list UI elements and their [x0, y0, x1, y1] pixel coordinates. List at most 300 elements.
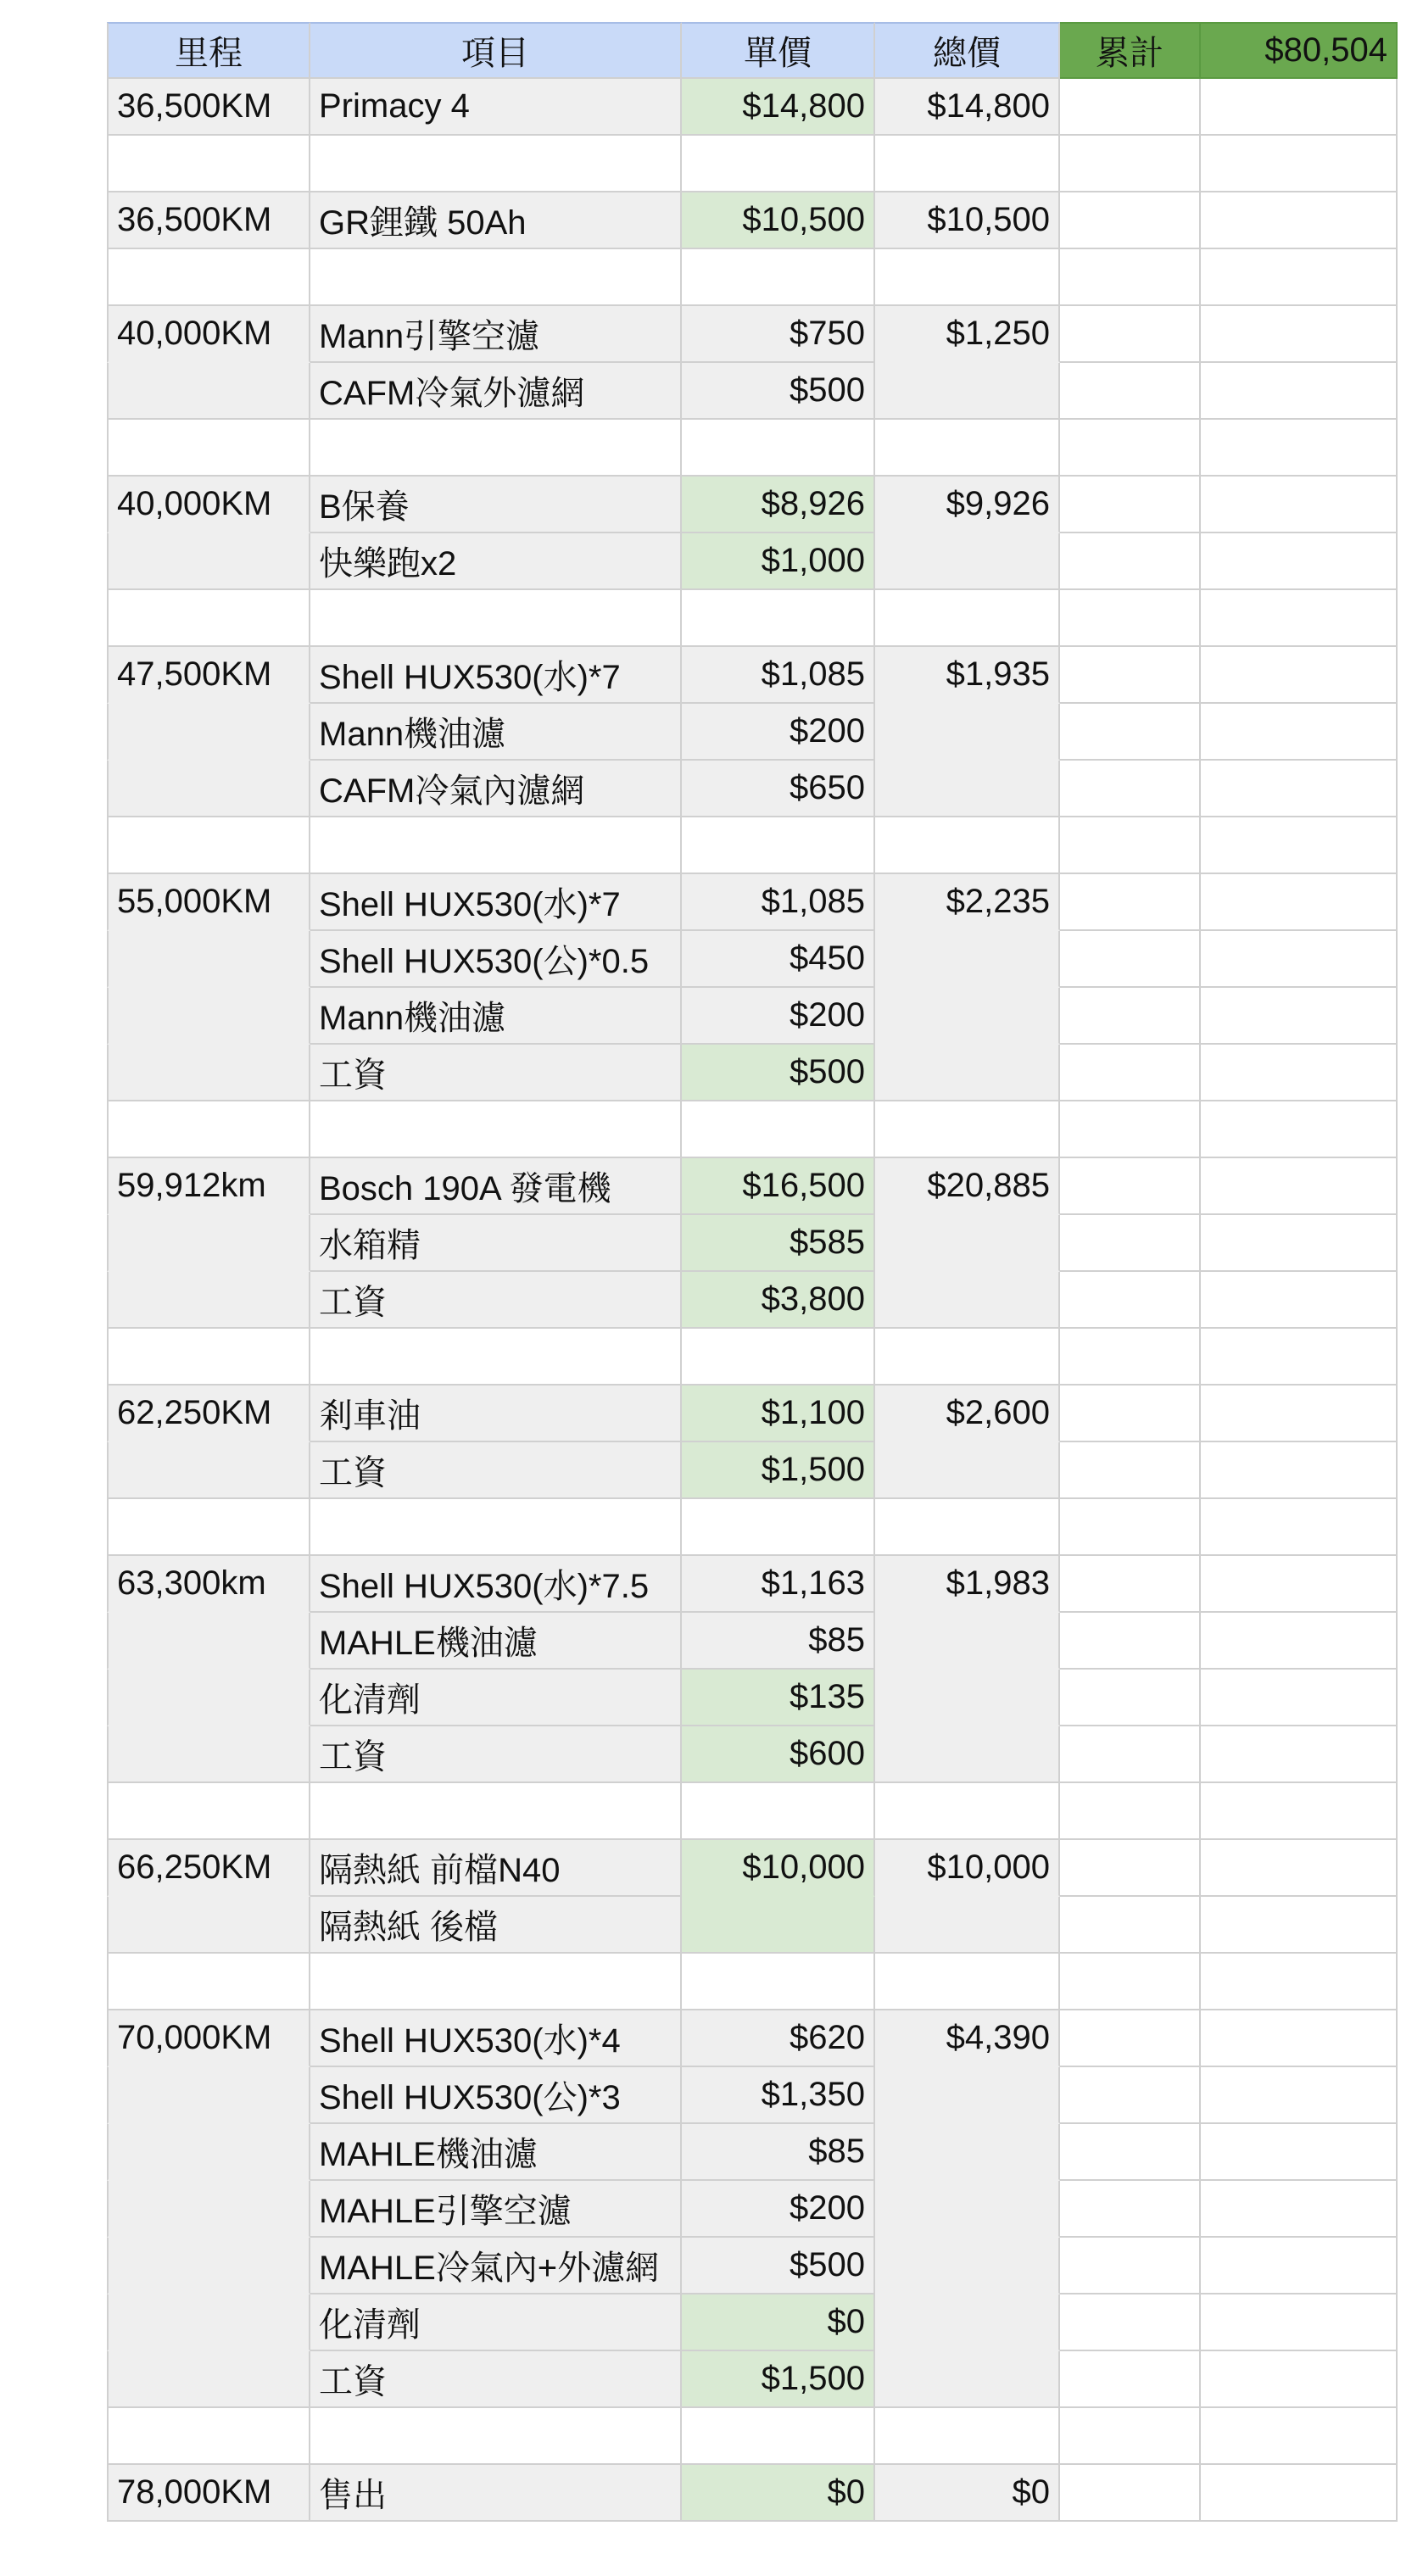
cell-item[interactable]: Shell HUX530(水)*7.5 — [310, 1556, 682, 1613]
cell-mileage[interactable] — [107, 704, 310, 761]
table-row — [107, 2351, 1398, 2408]
cell-mileage[interactable] — [107, 2067, 310, 2124]
blank-row — [107, 1329, 1398, 1386]
table-row — [107, 2124, 1398, 2181]
cell-empty[interactable] — [1060, 2124, 1201, 2181]
cell-item[interactable]: MAHLE引擎空濾 — [310, 2181, 682, 2238]
cell-empty[interactable] — [1201, 931, 1398, 988]
cell-unit-price[interactable]: $85 — [682, 2124, 875, 2181]
cell-empty[interactable] — [1201, 1840, 1398, 1897]
cell-unit-price[interactable]: $1,085 — [682, 874, 875, 931]
cell-total[interactable] — [875, 1499, 1060, 1556]
cell-mileage[interactable] — [107, 1726, 310, 1783]
cell-price[interactable] — [682, 136, 875, 192]
cell-mileage[interactable] — [107, 590, 310, 647]
cell-empty[interactable] — [1060, 1101, 1201, 1158]
table-row — [107, 1726, 1398, 1783]
cell-mileage[interactable] — [107, 761, 310, 817]
cell-unit-price[interactable]: $10,500 — [682, 192, 875, 249]
table-row — [107, 1670, 1398, 1726]
cell-mileage[interactable]: 40,000KM — [107, 477, 310, 533]
cell-empty[interactable] — [1201, 2408, 1398, 2465]
cell-item[interactable] — [310, 2408, 682, 2465]
cell-empty[interactable] — [1060, 1726, 1201, 1783]
cell-unit-price[interactable]: $0 — [682, 2465, 875, 2522]
cell-item[interactable]: Primacy 4 — [310, 79, 682, 136]
cell-mileage[interactable] — [107, 1272, 310, 1329]
cell-item[interactable]: MAHLE機油濾 — [310, 1613, 682, 1670]
cell-unit-price[interactable] — [682, 1897, 875, 1954]
cell-mileage[interactable] — [107, 2351, 310, 2408]
table-row — [107, 1897, 1398, 1954]
cell-empty[interactable] — [1060, 2010, 1201, 2067]
table-row — [107, 1556, 1398, 1613]
cell-unit-price[interactable]: $10,000 — [682, 1840, 875, 1897]
cell-item[interactable]: 化清劑 — [310, 1670, 682, 1726]
cell-unit-price[interactable]: $650 — [682, 761, 875, 817]
cell-mileage[interactable] — [107, 931, 310, 988]
table-row — [107, 2238, 1398, 2294]
cell-empty[interactable] — [1201, 1499, 1398, 1556]
cell-empty[interactable] — [1060, 1386, 1201, 1442]
cell-empty[interactable] — [1060, 79, 1201, 136]
blank-row — [107, 136, 1398, 192]
table-row — [107, 1386, 1398, 1442]
cell-mileage[interactable]: 55,000KM — [107, 874, 310, 931]
cell-empty[interactable] — [1060, 2294, 1201, 2351]
cell-price[interactable] — [682, 1329, 875, 1386]
table-row — [107, 1045, 1398, 1101]
cell-total-price[interactable] — [875, 2181, 1060, 2238]
cell-empty[interactable] — [1060, 2351, 1201, 2408]
cell-empty[interactable] — [1201, 249, 1398, 306]
cell-empty[interactable] — [1060, 2238, 1201, 2294]
cell-empty[interactable] — [1060, 2465, 1201, 2522]
cell-total[interactable] — [875, 817, 1060, 874]
cell-total[interactable] — [875, 420, 1060, 477]
cell-mileage[interactable] — [107, 1783, 310, 1840]
cell-item[interactable]: Mann機油濾 — [310, 704, 682, 761]
cell-total[interactable] — [875, 1329, 1060, 1386]
blank-row — [107, 1783, 1398, 1840]
cell-unit-price[interactable]: $500 — [682, 363, 875, 420]
cell-total-price[interactable]: $2,235 — [875, 874, 1060, 931]
cell-total-price[interactable]: $10,500 — [875, 192, 1060, 249]
cell-unit-price[interactable]: $0 — [682, 2294, 875, 2351]
cell-total-price[interactable] — [875, 988, 1060, 1045]
spreadsheet — [107, 22, 1398, 2522]
blank-row — [107, 1101, 1398, 1158]
cell-empty[interactable] — [1201, 2010, 1398, 2067]
cell-item[interactable]: MAHLE冷氣內+外濾網 — [310, 2238, 682, 2294]
cell-mileage[interactable] — [107, 420, 310, 477]
cell-empty[interactable] — [1201, 817, 1398, 874]
cell-empty[interactable] — [1201, 1556, 1398, 1613]
cell-empty[interactable] — [1201, 1329, 1398, 1386]
table-row — [107, 2294, 1398, 2351]
cell-total-price[interactable]: $2,600 — [875, 1386, 1060, 1442]
cell-empty[interactable] — [1060, 1442, 1201, 1499]
cell-item[interactable]: 剎車油 — [310, 1386, 682, 1442]
cell-item[interactable]: Shell HUX530(水)*7 — [310, 647, 682, 704]
cell-unit-price[interactable]: $1,163 — [682, 1556, 875, 1613]
cell-empty[interactable] — [1060, 988, 1201, 1045]
cell-price[interactable] — [682, 1954, 875, 2010]
cell-item[interactable] — [310, 249, 682, 306]
cell-empty[interactable] — [1201, 2465, 1398, 2522]
cell-mileage[interactable] — [107, 1045, 310, 1101]
cell-total[interactable] — [875, 1954, 1060, 2010]
blank-row — [107, 420, 1398, 477]
cell-item[interactable]: Shell HUX530(公)*0.5 — [310, 931, 682, 988]
table-row — [107, 1272, 1398, 1329]
cell-empty[interactable] — [1060, 477, 1201, 533]
table-row — [107, 533, 1398, 590]
cell-item[interactable] — [310, 1101, 682, 1158]
cell-mileage[interactable]: 36,500KM — [107, 192, 310, 249]
cell-empty[interactable] — [1201, 306, 1398, 363]
cell-unit-price[interactable]: $450 — [682, 931, 875, 988]
cell-empty[interactable] — [1201, 1613, 1398, 1670]
cell-item[interactable]: Mann機油濾 — [310, 988, 682, 1045]
cell-mileage[interactable] — [107, 1329, 310, 1386]
cell-unit-price[interactable]: $1,500 — [682, 1442, 875, 1499]
cell-empty[interactable] — [1201, 704, 1398, 761]
cell-price[interactable] — [682, 590, 875, 647]
cell-empty[interactable] — [1201, 2181, 1398, 2238]
cell-mileage[interactable]: 70,000KM — [107, 2010, 310, 2067]
cell-price[interactable] — [682, 817, 875, 874]
cell-unit-price[interactable]: $14,800 — [682, 79, 875, 136]
cell-empty[interactable] — [1060, 1954, 1201, 2010]
cell-empty[interactable] — [1201, 1045, 1398, 1101]
cell-item[interactable]: MAHLE機油濾 — [310, 2124, 682, 2181]
cell-unit-price[interactable]: $200 — [682, 2181, 875, 2238]
cell-mileage[interactable] — [107, 533, 310, 590]
cell-item[interactable]: 隔熱紙 後檔 — [310, 1897, 682, 1954]
blank-row — [107, 1499, 1398, 1556]
cell-empty[interactable] — [1201, 420, 1398, 477]
cell-unit-price[interactable]: $1,000 — [682, 533, 875, 590]
cell-mileage[interactable] — [107, 136, 310, 192]
cell-total-price[interactable]: $1,250 — [875, 306, 1060, 363]
cell-empty[interactable] — [1201, 2067, 1398, 2124]
cell-empty[interactable] — [1060, 2408, 1201, 2465]
cell-empty[interactable] — [1201, 1783, 1398, 1840]
table-row — [107, 1442, 1398, 1499]
cell-empty[interactable] — [1201, 2351, 1398, 2408]
cell-item[interactable]: Shell HUX530(水)*4 — [310, 2010, 682, 2067]
cell-price[interactable] — [682, 249, 875, 306]
cell-item[interactable]: 工資 — [310, 1272, 682, 1329]
cell-item[interactable] — [310, 590, 682, 647]
cell-unit-price[interactable]: $8,926 — [682, 477, 875, 533]
cell-unit-price[interactable]: $135 — [682, 1670, 875, 1726]
cell-empty[interactable] — [1060, 1499, 1201, 1556]
table-row — [107, 2067, 1398, 2124]
cell-item[interactable]: B保養 — [310, 477, 682, 533]
cell-empty[interactable] — [1060, 1329, 1201, 1386]
blank-row — [107, 249, 1398, 306]
cell-empty[interactable] — [1060, 2067, 1201, 2124]
cell-unit-price[interactable]: $1,500 — [682, 2351, 875, 2408]
cell-unit-price[interactable]: $1,100 — [682, 1386, 875, 1442]
cell-empty[interactable] — [1060, 1670, 1201, 1726]
cell-item[interactable] — [310, 1954, 682, 2010]
table-row — [107, 931, 1398, 988]
table-row — [107, 874, 1398, 931]
cell-total-price[interactable]: $1,983 — [875, 1556, 1060, 1613]
cell-empty[interactable] — [1201, 1101, 1398, 1158]
cell-empty[interactable] — [1060, 817, 1201, 874]
cell-item[interactable]: 工資 — [310, 2351, 682, 2408]
cell-empty[interactable] — [1060, 874, 1201, 931]
cell-total-price[interactable] — [875, 2067, 1060, 2124]
cell-unit-price[interactable]: $500 — [682, 2238, 875, 2294]
cell-item[interactable]: CAFM冷氣內濾網 — [310, 761, 682, 817]
cell-mileage[interactable] — [107, 1897, 310, 1954]
cell-item[interactable]: 工資 — [310, 1442, 682, 1499]
cell-mileage[interactable] — [107, 1442, 310, 1499]
cell-item[interactable]: 隔熱紙 前檔N40 — [310, 1840, 682, 1897]
header-mileage[interactable]: 里程 — [107, 22, 310, 79]
cell-empty[interactable] — [1060, 2181, 1201, 2238]
cell-mileage[interactable] — [107, 1613, 310, 1670]
table-row — [107, 2181, 1398, 2238]
cell-empty[interactable] — [1060, 306, 1201, 363]
cell-total-price[interactable]: $4,390 — [875, 2010, 1060, 2067]
cell-unit-price[interactable]: $1,085 — [682, 647, 875, 704]
cell-item[interactable] — [310, 420, 682, 477]
cell-empty[interactable] — [1060, 1158, 1201, 1215]
table-row — [107, 1215, 1398, 1272]
cell-empty[interactable] — [1201, 2124, 1398, 2181]
cell-mileage[interactable] — [107, 2408, 310, 2465]
table-row — [107, 647, 1398, 704]
cell-empty[interactable] — [1060, 704, 1201, 761]
cell-total-price[interactable] — [875, 1442, 1060, 1499]
cell-mileage[interactable] — [107, 249, 310, 306]
table-body — [107, 79, 1398, 2522]
cell-unit-price[interactable]: $16,500 — [682, 1158, 875, 1215]
cell-empty[interactable] — [1060, 1272, 1201, 1329]
cell-empty[interactable] — [1060, 420, 1201, 477]
cell-item[interactable] — [310, 817, 682, 874]
cell-total-price[interactable]: $20,885 — [875, 1158, 1060, 1215]
cell-total-price[interactable] — [875, 1272, 1060, 1329]
cell-item[interactable]: 售出 — [310, 2465, 682, 2522]
cell-mileage[interactable] — [107, 1954, 310, 2010]
cell-empty[interactable] — [1201, 2294, 1398, 2351]
cell-empty[interactable] — [1201, 761, 1398, 817]
cell-item[interactable]: GR鋰鐵 50Ah — [310, 192, 682, 249]
header-row — [107, 22, 1398, 79]
cell-unit-price[interactable]: $85 — [682, 1613, 875, 1670]
cell-mileage[interactable] — [107, 1670, 310, 1726]
cumulative-value[interactable]: $80,504 — [1201, 22, 1398, 79]
cell-empty[interactable] — [1060, 1215, 1201, 1272]
blank-row — [107, 817, 1398, 874]
table-row — [107, 2010, 1398, 2067]
cell-item[interactable]: CAFM冷氣外濾網 — [310, 363, 682, 420]
cell-total-price[interactable]: $10,000 — [875, 1840, 1060, 1897]
cell-total-price[interactable] — [875, 1670, 1060, 1726]
cell-total[interactable] — [875, 2408, 1060, 2465]
cell-total[interactable] — [875, 1101, 1060, 1158]
cell-empty[interactable] — [1201, 874, 1398, 931]
cell-unit-price[interactable]: $3,800 — [682, 1272, 875, 1329]
cell-item[interactable] — [310, 1329, 682, 1386]
cell-unit-price[interactable]: $750 — [682, 306, 875, 363]
cell-mileage[interactable]: 47,500KM — [107, 647, 310, 704]
cell-empty[interactable] — [1060, 1840, 1201, 1897]
cell-mileage[interactable]: 62,250KM — [107, 1386, 310, 1442]
cell-item[interactable]: Shell HUX530(公)*3 — [310, 2067, 682, 2124]
cell-total-price[interactable] — [875, 1215, 1060, 1272]
cell-mileage[interactable] — [107, 2181, 310, 2238]
cell-empty[interactable] — [1060, 249, 1201, 306]
cell-empty[interactable] — [1201, 477, 1398, 533]
cell-mileage[interactable]: 59,912km — [107, 1158, 310, 1215]
cell-empty[interactable] — [1060, 136, 1201, 192]
cell-total-price[interactable] — [875, 761, 1060, 817]
cell-empty[interactable] — [1060, 1783, 1201, 1840]
cell-empty[interactable] — [1201, 533, 1398, 590]
cell-total-price[interactable] — [875, 363, 1060, 420]
cell-empty[interactable] — [1201, 2238, 1398, 2294]
cell-item[interactable]: 水箱精 — [310, 1215, 682, 1272]
table-row — [107, 1613, 1398, 1670]
cell-mileage[interactable] — [107, 1215, 310, 1272]
cell-total-price[interactable] — [875, 1045, 1060, 1101]
cell-empty[interactable] — [1060, 1897, 1201, 1954]
cell-total-price[interactable] — [875, 931, 1060, 988]
cell-empty[interactable] — [1201, 1954, 1398, 2010]
cell-total-price[interactable] — [875, 2238, 1060, 2294]
cell-total-price[interactable] — [875, 1726, 1060, 1783]
cell-item[interactable] — [310, 136, 682, 192]
cell-empty[interactable] — [1201, 1215, 1398, 1272]
table-row — [107, 306, 1398, 363]
table-row — [107, 988, 1398, 1045]
cell-item[interactable]: Bosch 190A 發電機 — [310, 1158, 682, 1215]
cell-mileage[interactable]: 40,000KM — [107, 306, 310, 363]
cell-empty[interactable] — [1060, 647, 1201, 704]
cell-empty[interactable] — [1060, 1045, 1201, 1101]
cell-price[interactable] — [682, 1499, 875, 1556]
cell-total-price[interactable]: $9,926 — [875, 477, 1060, 533]
cell-empty[interactable] — [1060, 1556, 1201, 1613]
cell-mileage[interactable] — [107, 363, 310, 420]
header-total-price[interactable]: 總價 — [875, 22, 1060, 79]
cell-empty[interactable] — [1201, 136, 1398, 192]
cell-empty[interactable] — [1201, 1442, 1398, 1499]
cumulative-label[interactable]: 累計 — [1060, 22, 1201, 79]
cell-mileage[interactable] — [107, 1101, 310, 1158]
cell-total-price[interactable] — [875, 2124, 1060, 2181]
cell-mileage[interactable] — [107, 988, 310, 1045]
cell-empty[interactable] — [1060, 533, 1201, 590]
table-row — [107, 477, 1398, 533]
cell-total-price[interactable] — [875, 704, 1060, 761]
cell-total-price[interactable] — [875, 2351, 1060, 2408]
cell-item[interactable]: 工資 — [310, 1045, 682, 1101]
cell-total[interactable] — [875, 249, 1060, 306]
cell-item[interactable]: 化清劑 — [310, 2294, 682, 2351]
cell-empty[interactable] — [1060, 931, 1201, 988]
cell-mileage[interactable] — [107, 2124, 310, 2181]
cell-empty[interactable] — [1201, 1897, 1398, 1954]
cell-price[interactable] — [682, 1783, 875, 1840]
cell-mileage[interactable]: 66,250KM — [107, 1840, 310, 1897]
header-item[interactable]: 項目 — [310, 22, 682, 79]
cell-empty[interactable] — [1201, 1726, 1398, 1783]
cell-unit-price[interactable]: $1,350 — [682, 2067, 875, 2124]
cell-mileage[interactable]: 36,500KM — [107, 79, 310, 136]
cell-item[interactable]: 快樂跑x2 — [310, 533, 682, 590]
cell-total-price[interactable]: $14,800 — [875, 79, 1060, 136]
cell-empty[interactable] — [1201, 363, 1398, 420]
cell-unit-price[interactable]: $500 — [682, 1045, 875, 1101]
cell-total-price[interactable] — [875, 1613, 1060, 1670]
cell-mileage[interactable] — [107, 2294, 310, 2351]
cell-total-price[interactable] — [875, 2294, 1060, 2351]
cell-unit-price[interactable]: $585 — [682, 1215, 875, 1272]
cell-mileage[interactable] — [107, 1499, 310, 1556]
cell-item[interactable]: Mann引擎空濾 — [310, 306, 682, 363]
cell-price[interactable] — [682, 420, 875, 477]
cell-total-price[interactable] — [875, 533, 1060, 590]
cell-mileage[interactable]: 63,300km — [107, 1556, 310, 1613]
header-unit-price[interactable]: 單價 — [682, 22, 875, 79]
cell-empty[interactable] — [1201, 1670, 1398, 1726]
cell-empty[interactable] — [1201, 79, 1398, 136]
cell-empty[interactable] — [1201, 988, 1398, 1045]
cell-item[interactable]: Shell HUX530(水)*7 — [310, 874, 682, 931]
cell-empty[interactable] — [1201, 1272, 1398, 1329]
cell-mileage[interactable]: 78,000KM — [107, 2465, 310, 2522]
cell-total[interactable] — [875, 1783, 1060, 1840]
cell-total-price[interactable]: $0 — [875, 2465, 1060, 2522]
cell-empty[interactable] — [1201, 1386, 1398, 1442]
cell-total-price[interactable] — [875, 1897, 1060, 1954]
cell-unit-price[interactable]: $600 — [682, 1726, 875, 1783]
cell-total[interactable] — [875, 590, 1060, 647]
cell-empty[interactable] — [1060, 363, 1201, 420]
cell-unit-price[interactable]: $200 — [682, 988, 875, 1045]
cell-unit-price[interactable]: $620 — [682, 2010, 875, 2067]
cell-empty[interactable] — [1060, 1613, 1201, 1670]
cell-unit-price[interactable]: $200 — [682, 704, 875, 761]
cell-empty[interactable] — [1060, 590, 1201, 647]
cell-item[interactable] — [310, 1499, 682, 1556]
cell-empty[interactable] — [1201, 590, 1398, 647]
table-row — [107, 363, 1398, 420]
cell-price[interactable] — [682, 2408, 875, 2465]
cell-price[interactable] — [682, 1101, 875, 1158]
cell-empty[interactable] — [1060, 192, 1201, 249]
cell-mileage[interactable] — [107, 2238, 310, 2294]
cell-item[interactable] — [310, 1783, 682, 1840]
cell-empty[interactable] — [1201, 1158, 1398, 1215]
cell-empty[interactable] — [1201, 647, 1398, 704]
cell-mileage[interactable] — [107, 817, 310, 874]
cell-empty[interactable] — [1201, 192, 1398, 249]
cell-total-price[interactable]: $1,935 — [875, 647, 1060, 704]
cell-empty[interactable] — [1060, 761, 1201, 817]
cell-item[interactable]: 工資 — [310, 1726, 682, 1783]
cell-total[interactable] — [875, 136, 1060, 192]
